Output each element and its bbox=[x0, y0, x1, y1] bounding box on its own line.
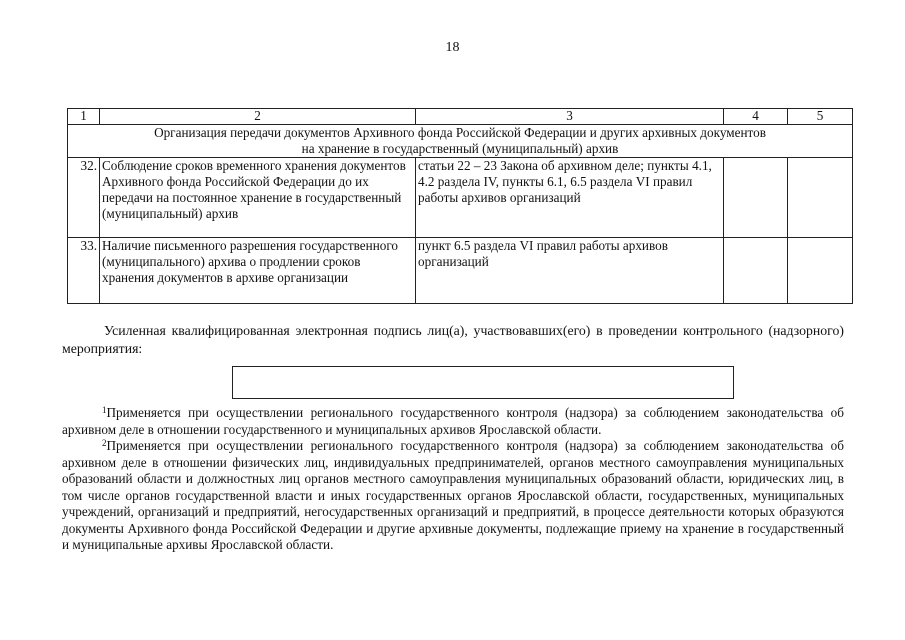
row-question: Соблюдение сроков временного хранения документов Архивного фонда Российской Федерации до их передачи на постоянное хранение в государственный (муниципальный) архив bbox=[100, 158, 416, 238]
section-title bbox=[68, 125, 853, 158]
checklist-table bbox=[67, 108, 853, 304]
row-reference: статьи 22 – 23 Закона об архивном деле; пункты 4.1, 4.2 раздела IV, пункты 6.1, 6.5 раздела VI правил работы архивов организаций bbox=[416, 158, 724, 238]
footnote-mark: 1 bbox=[102, 405, 107, 415]
column-header-5: 5 bbox=[788, 109, 853, 125]
footnote-1 bbox=[62, 405, 844, 438]
section-row bbox=[68, 125, 853, 158]
page-number: 18 bbox=[445, 40, 460, 55]
row-number: 32. bbox=[68, 158, 100, 238]
column-header-1: 1 bbox=[68, 109, 100, 125]
row-reference: пункт 6.5 раздела VI правил работы архивов организаций bbox=[416, 238, 724, 304]
section-title-line2: на хранение в государственный (муниципальный) архив bbox=[301, 141, 619, 156]
row-number: 33. bbox=[68, 238, 100, 304]
footnote-2 bbox=[62, 438, 844, 554]
row-col4-cell[interactable] bbox=[724, 158, 788, 238]
footnote-text: Применяется при осуществлении регионального государственного контроля (надзора) за соблюдением законодательства об архивном деле в отношении физических лиц, индивидуальных предпринимателей, органов местного самоуправления муниципальных образований области и должностных лиц органов местного самоуправления муниципальных образований области, юридических лиц, в том числе органов государственной власти и иных государственных органов Ярославской области, государственных, муниципальных учреждений, организаций и предприятий, негосударственных организаций и предприятий, в процессе деятельности которых образуются документы Архивного фонда Российской Федерации и другие архивные документы, подлежащие приему на хранение в государственный и муниципальные архивы Ярославской области. bbox=[62, 438, 844, 552]
column-header-2: 2 bbox=[100, 109, 416, 125]
row-col5-cell[interactable] bbox=[788, 238, 853, 304]
header-row bbox=[68, 109, 853, 125]
table-row bbox=[68, 158, 853, 238]
row-col5-cell[interactable] bbox=[788, 158, 853, 238]
section-title-line1: Организация передачи документов Архивного фонда Российской Федерации и других архивных документов bbox=[154, 125, 766, 140]
column-header-3: 3 bbox=[416, 109, 724, 125]
signature-caption: Усиленная квалифицированная электронная подпись лиц(а), участвовавших(его) в проведении контрольного (надзорного) мероприятия: bbox=[62, 323, 844, 356]
column-header-4: 4 bbox=[724, 109, 788, 125]
signature-field[interactable] bbox=[232, 366, 734, 399]
row-question: Наличие письменного разрешения государственного (муниципального) архива о продлении сроков хранения документов в архиве организации bbox=[100, 238, 416, 304]
table-row bbox=[68, 238, 853, 304]
row-col4-cell[interactable] bbox=[724, 238, 788, 304]
footnote-text: Применяется при осуществлении регионального государственного контроля (надзора) за соблюдением законодательства об архивном деле в отношении государственного и муниципальных архивов Ярославской области. bbox=[62, 405, 844, 437]
footnote-mark: 2 bbox=[102, 438, 107, 448]
